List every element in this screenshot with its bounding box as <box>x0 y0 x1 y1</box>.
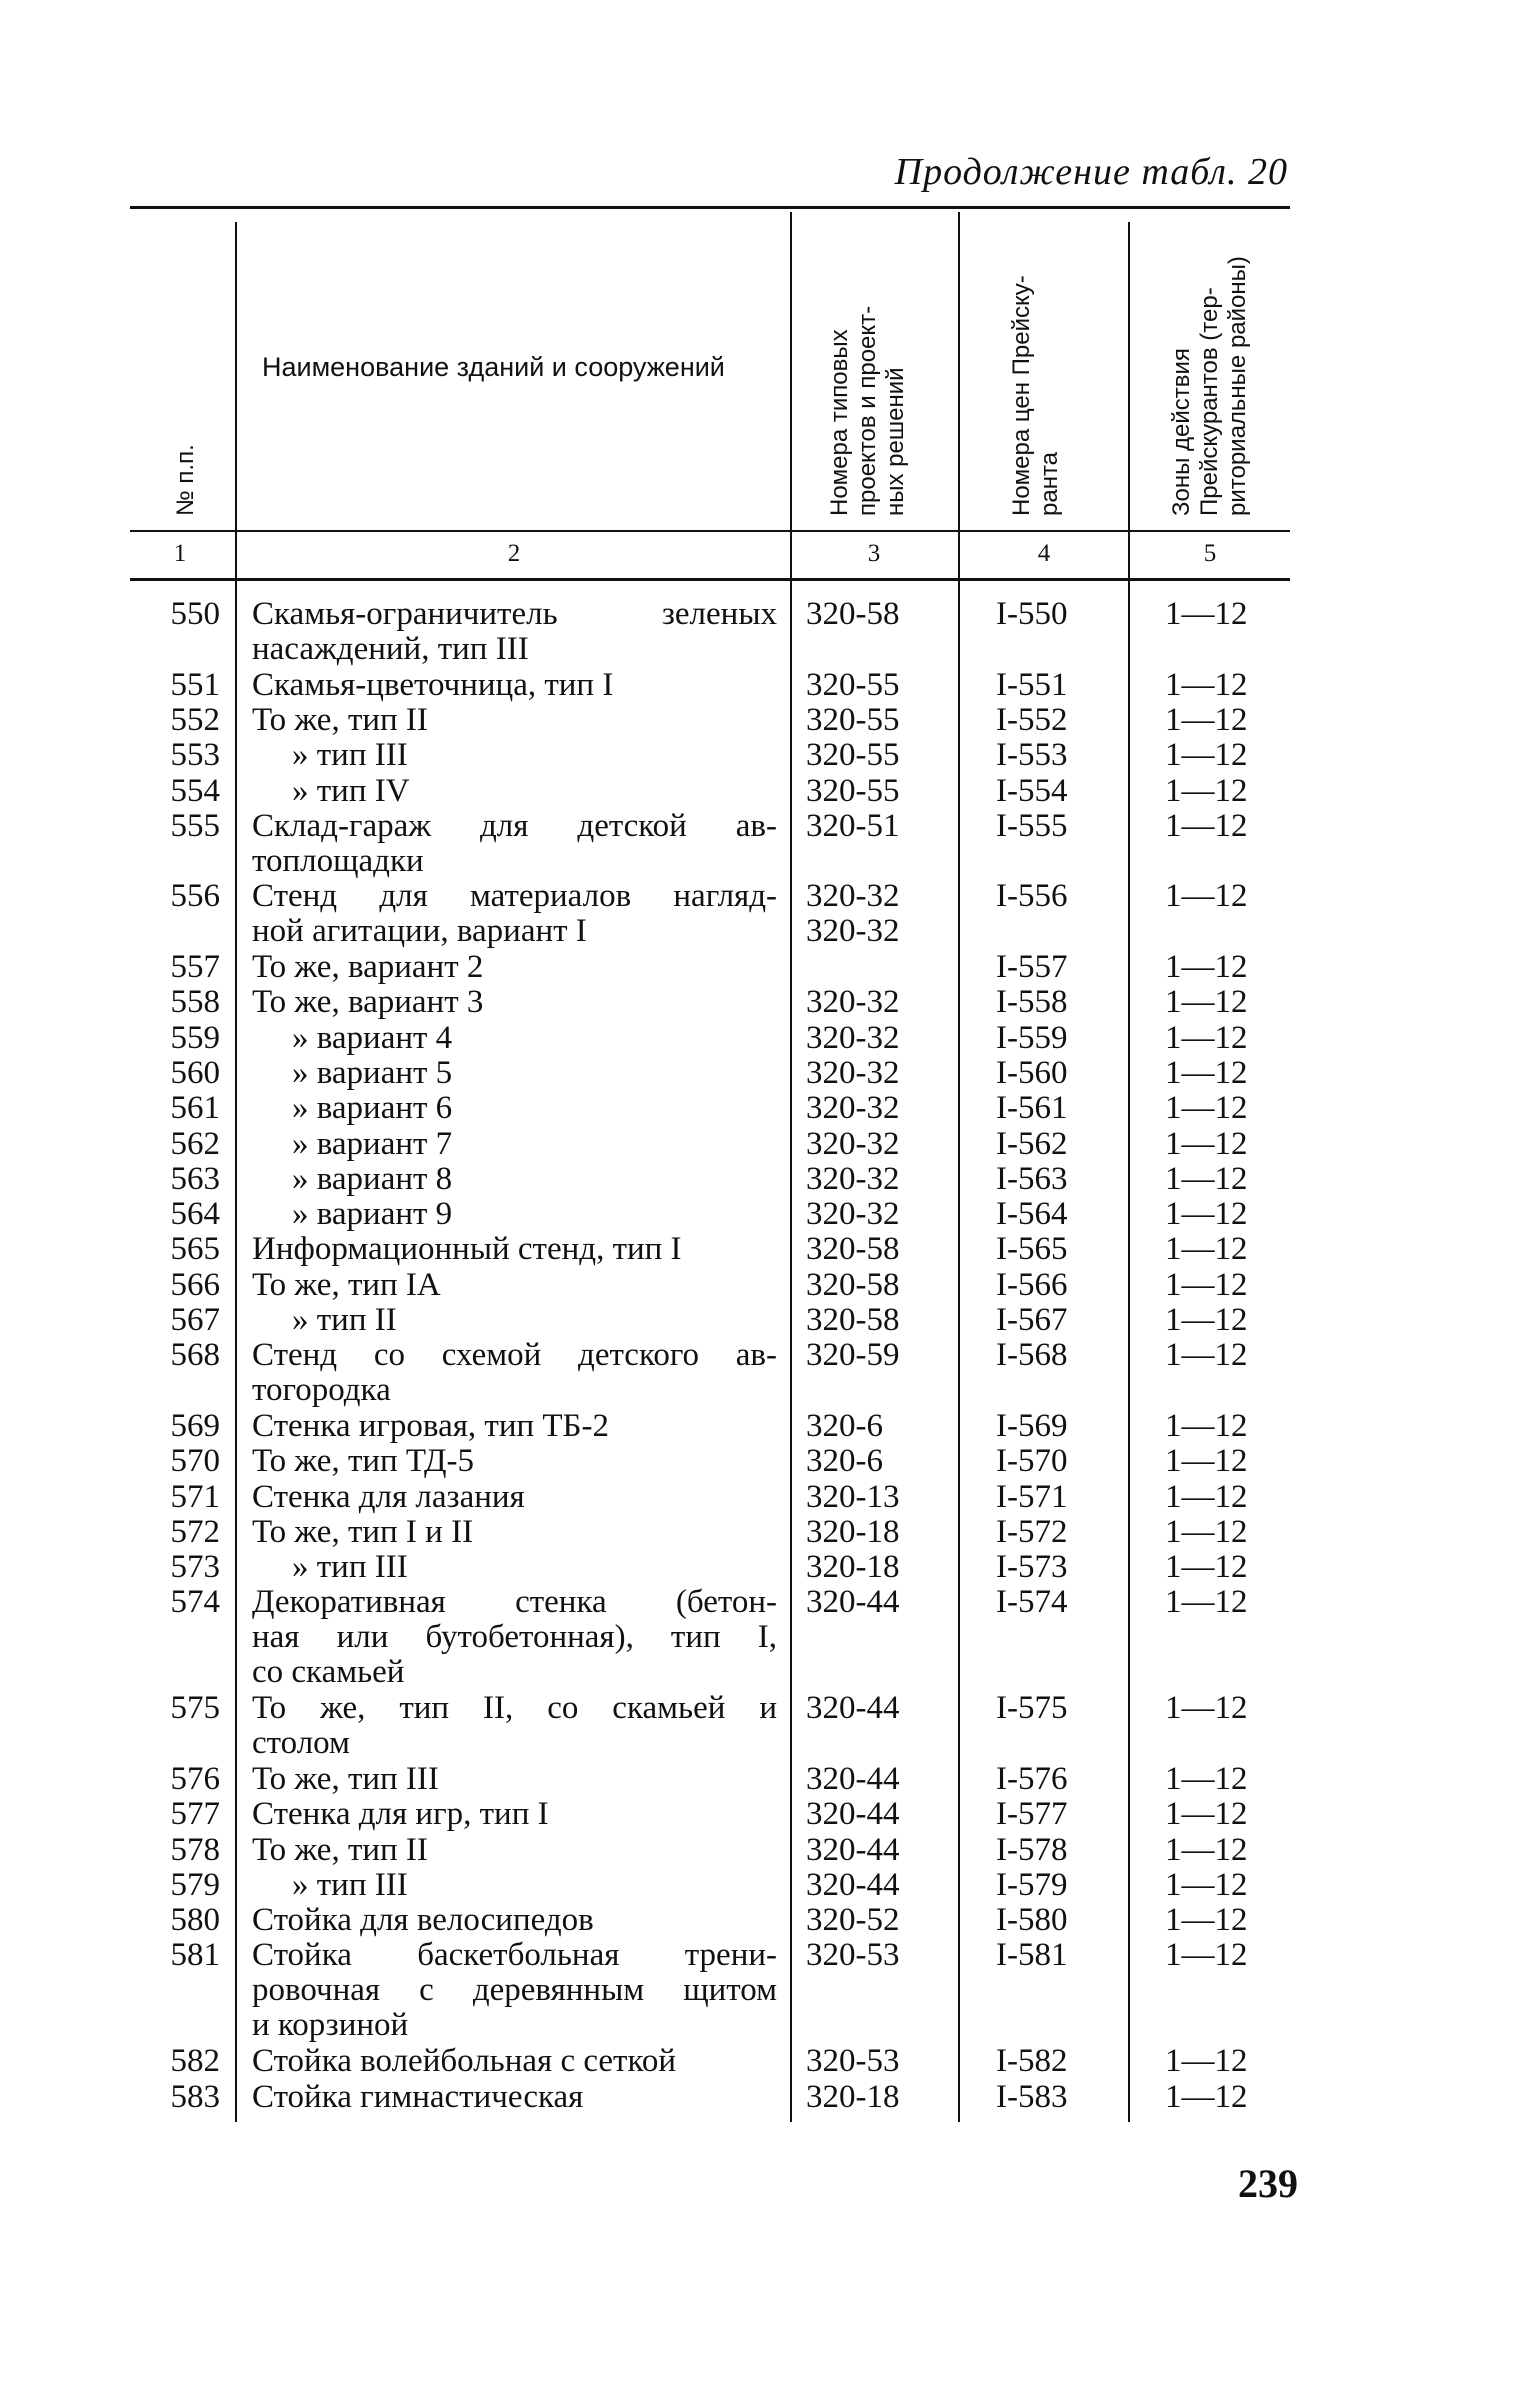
row-name-line: То же, тип ТД-5 <box>252 1443 475 1480</box>
row-project-line: 320-44 <box>806 1584 900 1621</box>
row-project-number <box>806 1833 946 1868</box>
row-project-number <box>806 2044 946 2079</box>
row-price-number: I-577 <box>996 1796 1068 1833</box>
row-project-line: 320-59 <box>806 1337 900 1374</box>
row-price-number: I-554 <box>996 772 1068 809</box>
row-project-line: 320-6 <box>806 1443 883 1480</box>
row-name-line: » вариант 7 <box>292 1125 453 1162</box>
row-project-line: 320-58 <box>806 596 900 632</box>
row-zone: 1—12 <box>1165 1866 1248 1903</box>
row-price-number: I-582 <box>996 2043 1068 2080</box>
row-project-line: 320-32 <box>806 1019 900 1056</box>
row-number: 559 <box>170 1019 220 1056</box>
row-price-number: I-567 <box>996 1302 1068 1338</box>
header-col5-line2: Прейскурантов (тер- <box>1196 287 1223 516</box>
row-name-line: ная или бутобетонная), тип I, <box>252 1619 777 1656</box>
row-name-line: То же, тип II <box>252 1831 428 1868</box>
row-zone: 1—12 <box>1165 1337 1248 1374</box>
row-name <box>252 1162 777 1197</box>
row-name-line: Декоративная стенка (бетон- <box>252 1584 777 1621</box>
row-project-number <box>806 668 946 703</box>
header-col3 <box>826 306 910 516</box>
header-col1: № п.п. <box>172 444 199 516</box>
row-project-line: 320-53 <box>806 2043 900 2080</box>
row-number: 575 <box>170 1690 220 1727</box>
row-name <box>252 2044 777 2079</box>
row-zone: 1—12 <box>1165 1019 1248 1056</box>
column-divider-1 <box>235 222 237 2122</box>
row-zone: 1—12 <box>1165 2043 1248 2080</box>
row-project-number <box>806 1091 946 1126</box>
header-bottom-rule <box>130 530 1290 532</box>
row-project-line: 320-55 <box>806 772 900 809</box>
row-zone: 1—12 <box>1165 1549 1248 1586</box>
row-project-line: 320-32 <box>806 1125 900 1162</box>
row-project-number <box>806 1691 946 1726</box>
header-col5-line1: Зоны действия <box>1168 348 1195 516</box>
row-name-line: » тип III <box>292 1549 408 1586</box>
row-number: 569 <box>170 1407 220 1444</box>
row-project-line: 320-32 <box>806 1196 900 1233</box>
row-project-number <box>806 1232 946 1267</box>
row-project-number <box>806 1480 946 1515</box>
row-name-line: » вариант 9 <box>292 1196 453 1233</box>
row-number: 560 <box>170 1054 220 1091</box>
row-zone: 1—12 <box>1165 1690 1248 1727</box>
row-price-number: I-580 <box>996 1902 1068 1939</box>
row-zone: 1—12 <box>1165 1266 1248 1303</box>
row-project-line: 320-32 <box>806 878 900 915</box>
row-name <box>252 1091 777 1126</box>
row-number: 553 <box>170 737 220 774</box>
row-name-line: Склад-гараж для детской ав- <box>252 807 777 844</box>
row-number: 582 <box>170 2043 220 2080</box>
row-name <box>252 1127 777 1162</box>
row-name-line: » тип II <box>292 1302 397 1338</box>
row-project-line: 320-18 <box>806 1549 900 1586</box>
row-project-line: 320-18 <box>806 1513 900 1550</box>
row-zone: 1—12 <box>1165 1125 1248 1162</box>
row-zone: 1—12 <box>1165 2078 1248 2115</box>
row-number: 554 <box>170 772 220 809</box>
row-project-line: 320-58 <box>806 1231 900 1268</box>
row-name-line: » тип IV <box>292 772 410 809</box>
column-divider-3 <box>958 212 960 2122</box>
row-price-number: I-562 <box>996 1125 1068 1162</box>
row-project-line: 320-55 <box>806 737 900 774</box>
row-name <box>252 1480 777 1515</box>
row-name-line: » вариант 4 <box>292 1019 453 1056</box>
row-project-number <box>806 1409 946 1444</box>
row-project-line: 320-44 <box>806 1866 900 1903</box>
row-number: 563 <box>170 1160 220 1197</box>
row-number: 550 <box>170 596 220 632</box>
row-zone: 1—12 <box>1165 1302 1248 1338</box>
column-divider-4 <box>1128 222 1130 2122</box>
column-number-4: 4 <box>1037 540 1051 567</box>
row-number: 561 <box>170 1090 220 1127</box>
row-name-line: Стенд для материалов нагляд- <box>252 878 777 915</box>
row-project-line: 320-32 <box>806 1160 900 1197</box>
row-name <box>252 1691 777 1761</box>
column-number-3: 3 <box>867 540 881 567</box>
row-price-number: I-566 <box>996 1266 1068 1303</box>
row-name-line: насаждений, тип III <box>252 631 529 667</box>
row-name-line: Скамья-ограничитель зеленых <box>252 596 777 632</box>
row-project-number <box>806 1056 946 1091</box>
row-price-number: I-557 <box>996 949 1068 985</box>
row-name-line: ровочная с деревянным щитом <box>252 1972 777 2009</box>
row-zone: 1—12 <box>1165 1584 1248 1621</box>
row-name-line: То же, тип I и II <box>252 1513 474 1550</box>
row-number: 574 <box>170 1584 220 1621</box>
row-project-line: 320-32 <box>806 913 900 950</box>
row-zone: 1—12 <box>1165 1513 1248 1550</box>
row-project-line: 320-58 <box>806 1266 900 1303</box>
column-divider-2 <box>790 212 792 2122</box>
row-name <box>252 738 777 773</box>
row-price-number: I-568 <box>996 1337 1068 1374</box>
header-col3-line3: ных решений <box>882 367 909 516</box>
row-zone: 1—12 <box>1165 1231 1248 1268</box>
row-name-line: тогородка <box>252 1372 391 1409</box>
row-price-number: I-553 <box>996 737 1068 774</box>
row-name-line: топлощадки <box>252 842 424 879</box>
row-price-number: I-575 <box>996 1690 1068 1727</box>
header-col3-line2: проектов и проект- <box>854 305 881 516</box>
row-price-number: I-581 <box>996 1937 1068 1974</box>
row-name-line: Стенка для игр, тип I <box>252 1796 549 1833</box>
header-top-rule <box>130 206 1290 209</box>
row-price-number: I-569 <box>996 1407 1068 1444</box>
row-project-number <box>806 1162 946 1197</box>
row-project-line <box>806 950 946 985</box>
row-number: 573 <box>170 1549 220 1586</box>
row-zone: 1—12 <box>1165 1760 1248 1797</box>
row-name <box>252 1444 777 1479</box>
row-number: 565 <box>170 1231 220 1268</box>
column-number-2: 2 <box>507 540 521 567</box>
row-project-line: 320-13 <box>806 1478 900 1515</box>
row-name-line: Стойка баскетбольная трени- <box>252 1937 777 1974</box>
row-price-number: I-576 <box>996 1760 1068 1797</box>
row-name-line: ной агитации, вариант I <box>252 913 587 950</box>
row-project-number <box>806 1303 946 1338</box>
header-col5-line3: риториальные районы) <box>1224 256 1251 516</box>
row-price-number: I-563 <box>996 1160 1068 1197</box>
row-price-number: I-571 <box>996 1478 1068 1515</box>
row-name <box>252 1409 777 1444</box>
row-number: 579 <box>170 1866 220 1903</box>
row-zone: 1—12 <box>1165 1196 1248 1233</box>
row-name-line: Информационный стенд, тип I <box>252 1231 682 1268</box>
row-project-number <box>806 985 946 1020</box>
row-price-number: I-556 <box>996 878 1068 915</box>
row-project-number <box>806 1868 946 1903</box>
row-name-line: То же, тип III <box>252 1760 439 1797</box>
row-number: 555 <box>170 807 220 844</box>
row-project-number <box>806 774 946 809</box>
row-zone: 1—12 <box>1165 596 1248 632</box>
row-name <box>252 950 777 985</box>
row-name <box>252 1833 777 1868</box>
row-name <box>252 1515 777 1550</box>
row-name <box>252 1056 777 1091</box>
row-project-number <box>806 1550 946 1585</box>
row-price-number: I-574 <box>996 1584 1068 1621</box>
row-zone: 1—12 <box>1165 1902 1248 1939</box>
row-project-number <box>806 879 946 949</box>
row-name-line: То же, вариант 3 <box>252 984 484 1021</box>
row-zone: 1—12 <box>1165 1478 1248 1515</box>
row-number: 577 <box>170 1796 220 1833</box>
row-number: 556 <box>170 878 220 915</box>
row-project-line: 320-55 <box>806 666 900 703</box>
row-project-number <box>806 1903 946 1938</box>
row-name-line: и корзиной <box>252 2007 409 2044</box>
row-zone: 1—12 <box>1165 1090 1248 1127</box>
row-price-number: I-570 <box>996 1443 1068 1480</box>
row-name <box>252 774 777 809</box>
row-name <box>252 1585 777 1690</box>
row-zone: 1—12 <box>1165 1407 1248 1444</box>
header-col4-line2: ранта <box>1036 451 1063 516</box>
row-name <box>252 1338 777 1408</box>
row-number: 570 <box>170 1443 220 1480</box>
row-project-line: 320-44 <box>806 1831 900 1868</box>
row-project-line: 320-58 <box>806 1302 900 1338</box>
header-col4 <box>1008 275 1064 516</box>
row-project-number <box>806 738 946 773</box>
row-price-number: I-555 <box>996 807 1068 844</box>
row-project-number <box>806 1515 946 1550</box>
row-name-line: столом <box>252 1725 350 1762</box>
header-col3-line1: Номера типовых <box>826 329 853 516</box>
row-name-line: То же, тип II, со скамьей и <box>252 1690 777 1727</box>
row-number: 552 <box>170 701 220 738</box>
header-col4-line1: Номера цен Прейску- <box>1008 275 1035 516</box>
row-name <box>252 703 777 738</box>
row-project-number <box>806 703 946 738</box>
row-name-line: » тип III <box>292 1866 408 1903</box>
row-name <box>252 1268 777 1303</box>
row-project-line: 320-51 <box>806 807 900 844</box>
row-name <box>252 1762 777 1797</box>
row-price-number: I-578 <box>996 1831 1068 1868</box>
row-name <box>252 1232 777 1267</box>
row-number: 576 <box>170 1760 220 1797</box>
subheader-rule <box>130 578 1290 581</box>
row-zone: 1—12 <box>1165 949 1248 985</box>
row-project-number <box>806 1268 946 1303</box>
row-project-number <box>806 1021 946 1056</box>
row-price-number: I-551 <box>996 666 1068 703</box>
row-project-line: 320-44 <box>806 1690 900 1727</box>
row-name <box>252 985 777 1020</box>
row-zone: 1—12 <box>1165 701 1248 738</box>
row-zone: 1—12 <box>1165 772 1248 809</box>
row-name-line: Стойка для велосипедов <box>252 1902 594 1939</box>
page-number: 239 <box>1238 2161 1298 2206</box>
row-project-line: 320-18 <box>806 2078 900 2115</box>
row-name <box>252 809 777 879</box>
row-project-number <box>806 1444 946 1479</box>
header-col2: Наименование зданий и сооружений <box>262 352 725 382</box>
row-number: 566 <box>170 1266 220 1303</box>
row-name <box>252 597 777 667</box>
row-zone: 1—12 <box>1165 1831 1248 1868</box>
row-number: 558 <box>170 984 220 1021</box>
row-number: 557 <box>170 949 220 985</box>
row-project-line: 320-32 <box>806 1090 900 1127</box>
row-zone: 1—12 <box>1165 878 1248 915</box>
row-project-line: 320-32 <box>806 984 900 1021</box>
row-project-line: 320-53 <box>806 1937 900 1974</box>
row-name <box>252 1197 777 1232</box>
row-zone: 1—12 <box>1165 1796 1248 1833</box>
row-project-line: 320-52 <box>806 1902 900 1939</box>
row-zone: 1—12 <box>1165 666 1248 703</box>
row-price-number: I-559 <box>996 1019 1068 1056</box>
row-name-line: » вариант 5 <box>292 1054 453 1091</box>
row-number: 583 <box>170 2078 220 2115</box>
row-zone: 1—12 <box>1165 1054 1248 1091</box>
row-zone: 1—12 <box>1165 1937 1248 1974</box>
row-number: 567 <box>170 1302 220 1338</box>
row-name-line: Стойка волейбольная с сеткой <box>252 2043 676 2080</box>
row-price-number: I-565 <box>996 1231 1068 1268</box>
row-project-number <box>806 1127 946 1162</box>
row-price-number: I-583 <box>996 2078 1068 2115</box>
row-name-line: То же, вариант 2 <box>252 949 484 985</box>
row-project-line: 320-44 <box>806 1796 900 1833</box>
row-name-line: Стенка игровая, тип ТБ-2 <box>252 1407 609 1444</box>
row-number: 568 <box>170 1337 220 1374</box>
row-name <box>252 1021 777 1056</box>
table-caption: Продолжение табл. 20 <box>894 151 1288 193</box>
row-name-line: То же, тип IA <box>252 1266 441 1303</box>
row-name <box>252 668 777 703</box>
row-name <box>252 1550 777 1585</box>
row-project-number <box>806 1762 946 1797</box>
row-name <box>252 1303 777 1338</box>
row-zone: 1—12 <box>1165 1160 1248 1197</box>
row-price-number: I-560 <box>996 1054 1068 1091</box>
row-name-line: со скамьей <box>252 1654 405 1691</box>
row-number: 572 <box>170 1513 220 1550</box>
row-price-number: I-552 <box>996 701 1068 738</box>
row-price-number: I-558 <box>996 984 1068 1021</box>
row-name-line: » тип III <box>292 737 408 774</box>
row-name-line: Стойка гимнастическая <box>252 2078 584 2115</box>
row-project-number <box>806 1197 946 1232</box>
row-zone: 1—12 <box>1165 1443 1248 1480</box>
row-project-number <box>806 1585 946 1620</box>
header-col5 <box>1168 256 1252 516</box>
row-price-number: I-564 <box>996 1196 1068 1233</box>
row-project-number <box>806 1338 946 1373</box>
row-name-line: » вариант 8 <box>292 1160 453 1197</box>
row-price-number: I-561 <box>996 1090 1068 1127</box>
row-name-line: Скамья-цветочница, тип I <box>252 666 614 703</box>
row-number: 578 <box>170 1831 220 1868</box>
row-name <box>252 2080 777 2115</box>
row-project-number <box>806 950 946 985</box>
row-price-number: I-572 <box>996 1513 1068 1550</box>
row-zone: 1—12 <box>1165 737 1248 774</box>
row-number: 581 <box>170 1937 220 1974</box>
row-name <box>252 879 777 949</box>
row-name-line: Стенд со схемой детского ав- <box>252 1337 777 1374</box>
row-price-number: I-573 <box>996 1549 1068 1586</box>
row-name <box>252 1938 777 2043</box>
row-project-line: 320-44 <box>806 1760 900 1797</box>
row-name-line: » вариант 6 <box>292 1090 453 1127</box>
row-name-line: Стенка для лазания <box>252 1478 525 1515</box>
row-project-number <box>806 2080 946 2115</box>
row-project-number <box>806 1938 946 1973</box>
row-name <box>252 1797 777 1832</box>
column-number-1: 1 <box>173 540 187 567</box>
row-project-number <box>806 809 946 844</box>
row-project-line: 320-6 <box>806 1407 883 1444</box>
row-number: 580 <box>170 1902 220 1939</box>
row-number: 564 <box>170 1196 220 1233</box>
row-number: 562 <box>170 1125 220 1162</box>
row-price-number: I-550 <box>996 596 1068 632</box>
row-project-line: 320-55 <box>806 701 900 738</box>
row-number: 571 <box>170 1478 220 1515</box>
row-name-line: То же, тип II <box>252 701 428 738</box>
row-project-number <box>806 1797 946 1832</box>
row-number: 551 <box>170 666 220 703</box>
row-project-line: 320-32 <box>806 1054 900 1091</box>
row-zone: 1—12 <box>1165 984 1248 1021</box>
column-number-5: 5 <box>1203 540 1217 567</box>
row-price-number: I-579 <box>996 1866 1068 1903</box>
row-zone: 1—12 <box>1165 807 1248 844</box>
row-name <box>252 1868 777 1903</box>
row-project-number <box>806 597 946 632</box>
row-name <box>252 1903 777 1938</box>
